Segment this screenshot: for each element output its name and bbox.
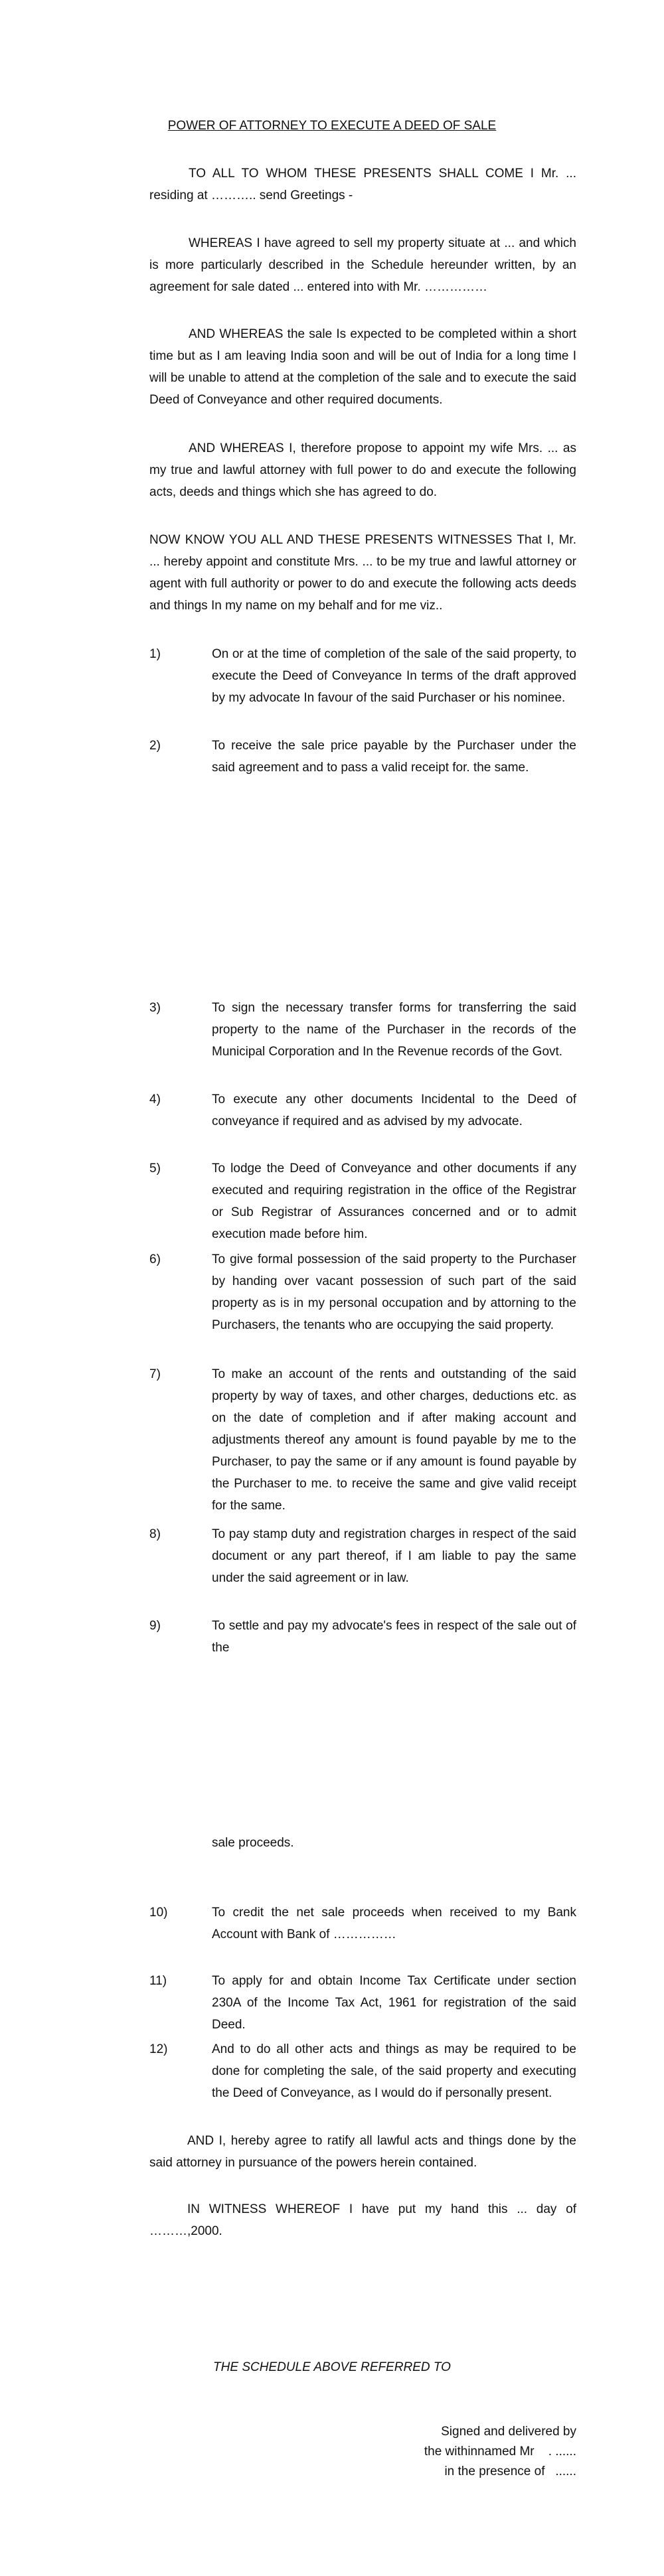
list-item-number: 10) (149, 1906, 168, 1920)
list-item-number: 8) (149, 1527, 161, 1541)
list-item-text: To lodge the Deed of Conveyance and other documents if any executed and requiring registration in the office of the Registrar or Sub Registrar of Assurances concerned and or to admit execution made before him. (212, 1162, 576, 1241)
closing-paragraph-witness: IN WITNESS WHEREOF I have put my hand this ... day of ………,2000. (149, 2202, 576, 2238)
list-item-number: 1) (149, 647, 161, 661)
list-item-number: 2) (149, 739, 161, 753)
list-item-number: 3) (149, 1001, 161, 1015)
list-item-number: 4) (149, 1093, 161, 1106)
list-item-text: To execute any other documents Incidental to the Deed of conveyance if required and as advised by my advocate. (212, 1093, 576, 1128)
list-item-text: To credit the net sale proceeds when received to my Bank Account with Bank of …………… (212, 1906, 576, 1941)
list-item-text: To apply for and obtain Income Tax Certificate under section 230A of the Income Tax Act, 1961 for registration of the said Deed. (212, 1974, 576, 2032)
intro-paragraph-now-know: NOW KNOW YOU ALL AND THESE PRESENTS WITNESSES That I, Mr. ... hereby appoint and constitute Mrs. ... to be my true and lawful attorney or agent with full authority or power to do and execute the following acts deeds and things In my name on my behalf and for me viz.. (149, 533, 576, 613)
list-item-number: 5) (149, 1162, 161, 1175)
list-item-text: To settle and pay my advocate's fees in respect of the sale out of the (212, 1619, 576, 1655)
intro-paragraph-whereas-agreement: WHEREAS I have agreed to sell my property situate at ... and which is more particularly described in the Schedule hereunder written, by an agreement for sale dated ... entered into with Mr. …………… (149, 236, 576, 294)
list-item-text: To pay stamp duty and registration charges in respect of the said document or any part thereof, if I am liable to pay the same under the said agreement or in law. (212, 1527, 576, 1585)
list-item-number: 6) (149, 1252, 161, 1266)
list-item-number: 12) (149, 2042, 168, 2056)
signature-line: the withinnamed Mr . ...... (424, 2445, 576, 2459)
list-item-text: To make an account of the rents and outstanding of the said property by way of taxes, and other charges, deductions etc. as on the date of completion and if after making account and adjustments thereof any amount is found payable by me to the Purchaser, to pay the same or if any amount is found payable by the Purchaser to me. to receive the same and give valid receipt for the same. (212, 1367, 576, 1513)
list-item-number: 11) (149, 1974, 167, 1988)
signature-line: Signed and delivered by (441, 2425, 576, 2439)
list-item-text: To give formal possession of the said property to the Purchaser by handing over vacant possession of such part of the said property as is in my personal occupation and by attorning to the Purchasers, the tenants who are occupying the said property. (212, 1252, 576, 1332)
signature-line: in the presence of ...... (444, 2464, 576, 2478)
schedule-heading: THE SCHEDULE ABOVE REFERRED TO (213, 2360, 451, 2374)
list-item-text: And to do all other acts and things as may be required to be done for completing the sale, of the said property and executing the Deed of Conveyance, as I would do if personally present. (212, 2042, 576, 2100)
list-item-number: 9) (149, 1619, 161, 1633)
list-item-number: 7) (149, 1367, 161, 1381)
list-item-text: On or at the time of completion of the sale of the said property, to execute the Deed of Conveyance In terms of the draft approved by my advocate In favour of the said Purchaser or his nominee. (212, 647, 576, 705)
intro-paragraph-greeting: TO ALL TO WHOM THESE PRESENTS SHALL COME I Mr. ... residing at ……….. send Greetings - (149, 167, 576, 202)
list-item-text: To receive the sale price payable by the Purchaser under the said agreement and to pass a valid receipt for. the same. (212, 739, 576, 775)
list-item-text: To sign the necessary transfer forms for transferring the said property to the name of the Purchaser in the records of the Municipal Corporation and In the Revenue records of the Govt. (212, 1001, 576, 1059)
document-title: POWER OF ATTORNEY TO EXECUTE A DEED OF SALE (167, 119, 497, 133)
closing-paragraph-ratify: AND I, hereby agree to ratify all lawful acts and things done by the said attorney in pursuance of the powers herein contained. (149, 2134, 576, 2170)
list-item-text: sale proceeds. (212, 1836, 294, 1850)
intro-paragraph-whereas-appoint: AND WHEREAS I, therefore propose to appoint my wife Mrs. ... as my true and lawful attorney with full power to do and execute the following acts, deeds and things which she has agreed to do. (149, 441, 576, 499)
intro-paragraph-whereas-sale: AND WHEREAS the sale Is expected to be completed within a short time but as I am leaving India soon and will be out of India for a long time I will be unable to attend at the completion of the sale and to execute the said Deed of Conveyance and other required documents. (149, 327, 576, 407)
